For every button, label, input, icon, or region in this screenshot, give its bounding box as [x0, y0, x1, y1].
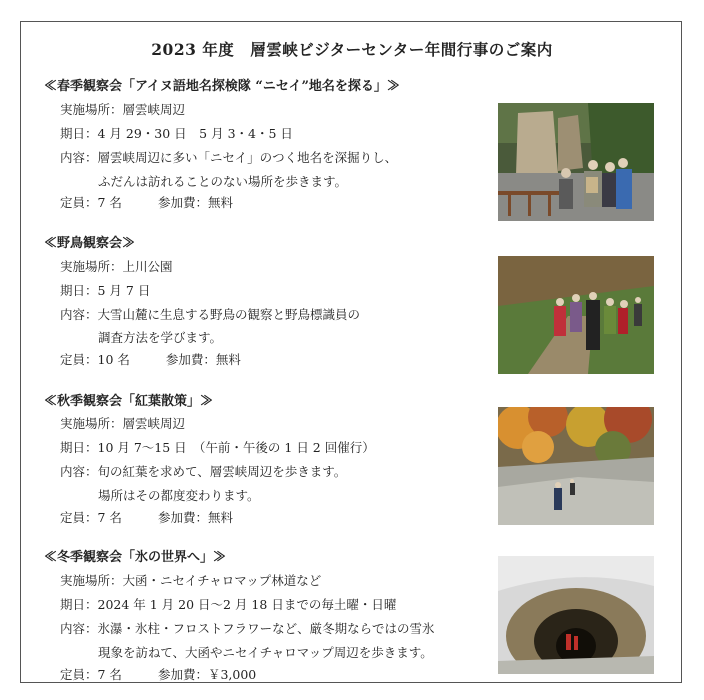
- photo-ice-cave: [498, 556, 654, 674]
- capacity: 定員：10 名: [60, 352, 130, 367]
- section-winter-capacity-fee: [60, 665, 256, 683]
- section-spring-date: 期日：4 月 29・30 日 5 月 3・4・5 日: [60, 126, 293, 141]
- fee: 参加費：￥3,000: [157, 667, 257, 682]
- section-birds-heading: ≪野鳥観察会≫: [44, 236, 136, 251]
- section-winter-content: 内容：氷瀑・氷柱・フロストフラワーなど、厳冬期ならではの雪氷: [60, 621, 435, 636]
- section-birds-date: 期日：5 月 7 日: [60, 283, 151, 298]
- section-birds-place: 実施場所：上川公園: [60, 259, 173, 274]
- section-autumn-content: 内容：旬の紅葉を求めて、層雲峡周辺を歩きます。: [60, 464, 347, 479]
- fee: 参加費：無料: [157, 510, 233, 525]
- section-autumn-date: 期日：10 月 7～15 日 （午前・午後の 1 日 2 回催行）: [60, 440, 375, 455]
- capacity: 定員：7 名: [60, 195, 122, 210]
- section-winter-heading: ≪冬季観察会「氷の世界へ」≫: [44, 550, 227, 565]
- section-winter-date: 期日：2024 年 1 月 20 日～2 月 18 日までの毎土曜・日曜: [60, 597, 397, 612]
- photo-birdwatching-walk: [498, 256, 654, 374]
- section-birds-capacity-fee: [60, 350, 241, 368]
- fee: 参加費：無料: [165, 352, 241, 367]
- section-winter-place: 実施場所：大函・ニセイチャロマップ林道など: [60, 573, 322, 588]
- capacity: 定員：7 名: [60, 510, 122, 525]
- fee: 参加費：無料: [157, 195, 233, 210]
- capacity: 定員：7 名: [60, 667, 122, 682]
- photo-gorge-hikers: [498, 103, 654, 221]
- section-spring-heading: ≪春季観察会「アイヌ語地名探検隊 “ニセイ”地名を探る」≫: [44, 79, 400, 94]
- section-birds-content-cont: 調査方法を学びます。: [98, 330, 223, 345]
- section-spring-place: 実施場所：層雲峡周辺: [60, 102, 186, 117]
- photo-autumn-leaves-walk: [498, 407, 654, 525]
- section-spring-content-cont: ふだんは訪れることのない場所を歩きます。: [98, 174, 348, 189]
- section-spring-content: 内容：層雲峡周辺に多い「ニセイ」のつく地名を深掘りし、: [60, 150, 398, 165]
- section-spring-capacity-fee: [60, 193, 233, 211]
- section-winter-content-cont: 現象を訪ねて、大函やニセイチャロマップ周辺を歩きます。: [98, 645, 433, 660]
- section-birds-content: 内容：大雪山麓に生息する野鳥の観察と野鳥標識員の: [60, 307, 361, 322]
- section-autumn-capacity-fee: [60, 508, 233, 526]
- section-autumn-heading: ≪秋季観察会「紅葉散策」≫: [44, 394, 214, 409]
- page-title: 2023 年度 層雲峡ビジターセンター年間行事のご案内: [151, 40, 553, 59]
- section-autumn-content-cont: 場所はその都度変わります。: [98, 488, 260, 503]
- section-autumn-place: 実施場所：層雲峡周辺: [60, 416, 186, 431]
